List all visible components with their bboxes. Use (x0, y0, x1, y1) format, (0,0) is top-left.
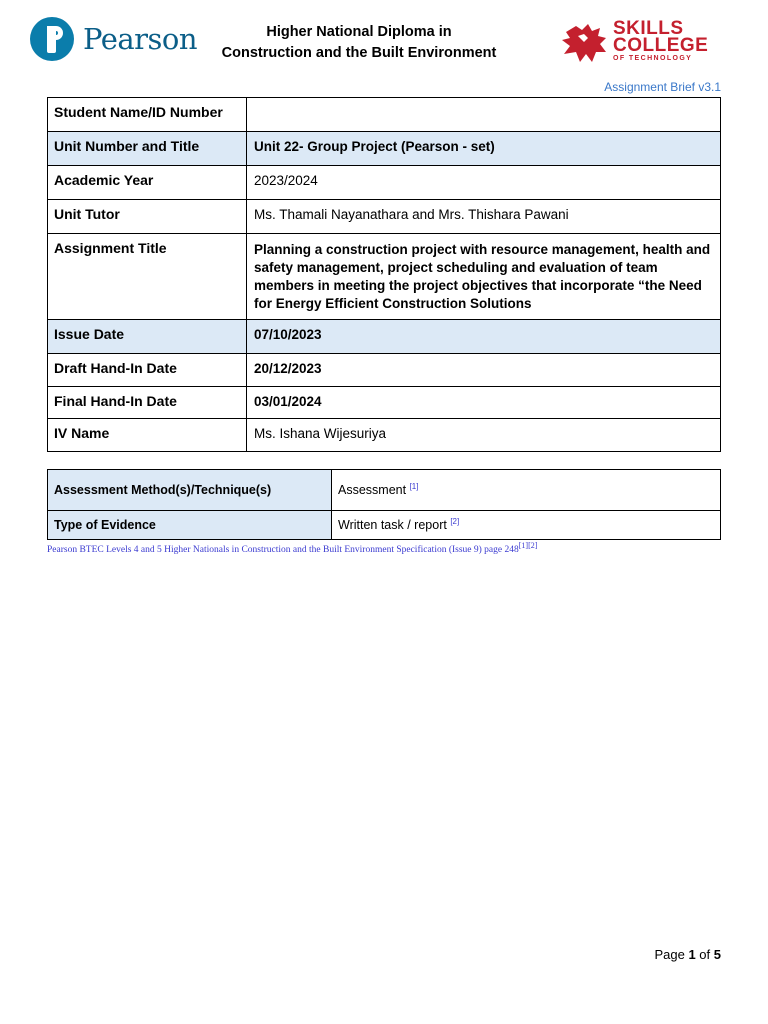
issue-date-label: Issue Date (48, 320, 247, 354)
assessment-table (47, 469, 721, 540)
table-row (48, 511, 721, 540)
page-number (654, 947, 721, 962)
table-row (48, 132, 721, 166)
evidence-value: Written task / report (338, 518, 447, 533)
table-row (48, 387, 721, 419)
table-row (48, 354, 721, 387)
page-prefix: Page (654, 947, 685, 962)
pearson-p-icon (30, 17, 74, 61)
evidence-cell (332, 511, 721, 540)
method-footnote-ref[interactable]: [1] (409, 482, 419, 492)
skills-college-logo (562, 18, 712, 66)
method-cell (332, 470, 721, 511)
method-value: Assessment (338, 483, 407, 498)
brief-version: Assignment Brief v3.1 (604, 80, 721, 94)
year-value: 2023/2024 (247, 166, 721, 200)
final-date-value: 03/01/2024 (247, 387, 721, 419)
table-row (48, 200, 721, 234)
table-row (48, 234, 721, 320)
pearson-wordmark: Pearson (83, 22, 198, 56)
page-header (0, 0, 768, 95)
title-value: Planning a construction project with resource management, health and safety management, project scheduling and evaluation of team members in meeting the project objectives that incorporate “the Need for Energy Efficient Construction Solutions (247, 234, 721, 320)
evidence-label: Type of Evidence (48, 511, 332, 540)
diploma-title-line1: Higher National Diploma in (266, 24, 452, 40)
page-total: 5 (713, 947, 721, 962)
table-row (48, 166, 721, 200)
table-row (48, 470, 721, 511)
title-label: Assignment Title (48, 234, 247, 320)
table-row (48, 419, 721, 452)
footnote-text: Pearson BTEC Levels 4 and 5 Higher Nationals in Construction and the Built Environment Specification (Issue 9) page 248 (47, 545, 519, 556)
page-of: of (699, 947, 711, 962)
iv-name-value: Ms. Ishana Wijesuriya (247, 419, 721, 452)
table-row (48, 98, 721, 132)
year-label: Academic Year (48, 166, 247, 200)
table-row (48, 320, 721, 354)
lion-icon (562, 22, 610, 64)
footnote-refs[interactable]: [1][2] (518, 541, 538, 550)
issue-date-value: 07/10/2023 (247, 320, 721, 354)
diploma-title-line2: Construction and the Built Environment (221, 45, 497, 61)
specification-footnote (47, 541, 537, 555)
final-date-label: Final Hand-In Date (48, 387, 247, 419)
evidence-footnote-ref[interactable]: [2] (450, 517, 460, 527)
diploma-title (200, 22, 518, 64)
page-current: 1 (688, 947, 696, 962)
college-wordmark (613, 20, 708, 63)
college-line1: SKILLS (613, 18, 684, 39)
college-line2: COLLEGE (613, 35, 709, 56)
tutor-value: Ms. Thamali Nayanathara and Mrs. Thishara Pawani (247, 200, 721, 234)
college-line3: OF TECHNOLOGY (613, 55, 693, 62)
student-label: Student Name/ID Number (48, 98, 247, 132)
tutor-label: Unit Tutor (48, 200, 247, 234)
student-value (247, 98, 721, 132)
draft-date-value: 20/12/2023 (247, 354, 721, 387)
unit-value: Unit 22- Group Project (Pearson - set) (247, 132, 721, 166)
unit-label: Unit Number and Title (48, 132, 247, 166)
iv-name-label: IV Name (48, 419, 247, 452)
draft-date-label: Draft Hand-In Date (48, 354, 247, 387)
pearson-logo (30, 17, 197, 61)
assignment-details-table (47, 97, 721, 452)
method-label: Assessment Method(s)/Technique(s) (48, 470, 332, 511)
